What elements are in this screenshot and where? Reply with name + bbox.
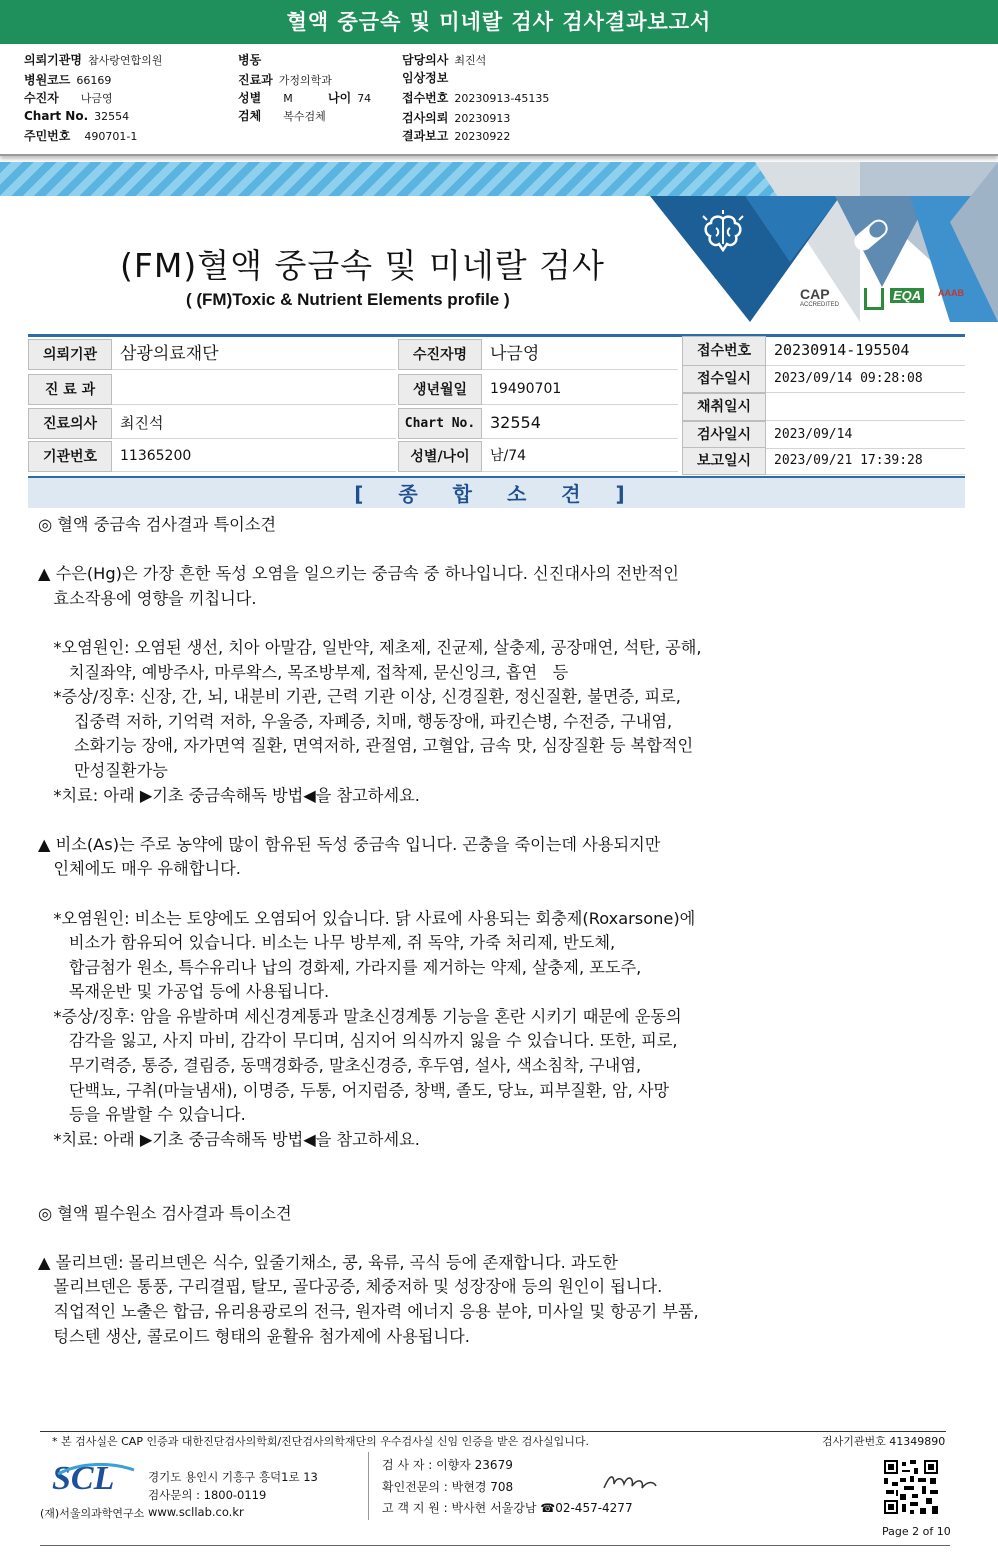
- label-reported-at: 보고일시: [682, 447, 766, 475]
- info-hospital-code: 병원코드 66169: [24, 73, 112, 87]
- summary-line: 비소가 함유되어 있습니다. 비소는 나무 방부제, 쥐 독약, 가죽 처리제, 반도체,: [38, 933, 616, 953]
- summary-line: *증상/징후: 신장, 간, 뇌, 내분비 기관, 근력 기관 이상, 신경질환, 정신질환, 불면증, 피로,: [38, 687, 681, 707]
- summary-line: 몰리브덴은 통풍, 구리결핍, 탈모, 골다공증, 체중저하 및 성장장애 등의 원인이 됩니다.: [38, 1277, 663, 1297]
- org-website[interactable]: www.scllab.co.kr: [148, 1505, 244, 1519]
- value-requesting-org: 삼광의료재단: [112, 339, 396, 370]
- org-address: 경기도 용인시 기흥구 흥덕1로 13: [148, 1470, 318, 1484]
- info-sex: 성별 M: [238, 91, 293, 105]
- info-physician: 담당의사 최진석: [402, 53, 487, 67]
- summary-line: 집중력 저하, 기억력 저하, 우울증, 자폐증, 치매, 행동장애, 파킨슨병, 수전증, 구내염,: [38, 711, 673, 731]
- lm-logo: [864, 288, 884, 310]
- summary-line: 등을 유발할 수 있습니다.: [38, 1105, 246, 1125]
- value-institution-no: 11365200: [112, 441, 396, 472]
- value-physician: 최진석: [112, 408, 396, 439]
- label-chart-no: Chart No.: [398, 408, 482, 439]
- label-birth-date: 생년월일: [398, 374, 482, 405]
- summary-line: ▲ 몰리브덴: 몰리브덴은 식수, 잎줄기채소, 콩, 육류, 곡식 등에 존재합니다. 과도한: [38, 1252, 618, 1272]
- summary-line: 소화기능 장애, 자가면역 질환, 면역저하, 관절염, 고혈압, 금속 맛, 심장질환 등 복합적인: [38, 736, 694, 756]
- value-accession-no: 20230914-195504: [766, 336, 965, 366]
- info-department: 진료과 가정의학과: [238, 73, 332, 87]
- value-department: [112, 374, 396, 405]
- summary-line: 텅스텐 생산, 콜로이드 형태의 윤활유 첨가제에 사용됩니다.: [38, 1326, 470, 1346]
- scl-logo: SCL: [52, 1460, 115, 1497]
- signature-image: [600, 1470, 660, 1496]
- value-received-at: 2023/09/14 09:28:08: [766, 365, 965, 393]
- info-requesting-org: 의뢰기관명 참사랑연합의원: [24, 53, 163, 67]
- footer-divider: [40, 1431, 946, 1432]
- summary-line: *치료: 아래 ▶기초 중금속해독 방법◀을 참고하세요.: [38, 785, 420, 805]
- inspector-info: 검 사 자 : 이향자 23679: [382, 1458, 513, 1472]
- summary-line: ◎ 혈액 중금속 검사결과 특이소견: [38, 515, 276, 534]
- summary-line: 합금첨가 원소, 특수유리나 납의 경화제, 가라지를 제거하는 약제, 살충제, 포도주,: [38, 957, 642, 977]
- info-chart-no: Chart No. 32554: [24, 109, 130, 123]
- value-reported-at: 2023/09/21 17:39:28: [766, 447, 965, 475]
- summary-line: *증상/징후: 암을 유발하며 세신경계통과 말초신경계통 기능을 혼란 시키기 때문에 운동의: [38, 1006, 682, 1026]
- info-request-date: 검사의뢰 20230913: [402, 111, 511, 125]
- scl-swoosh-icon: [56, 1462, 136, 1502]
- value-sex-age: 남/74: [482, 441, 678, 472]
- bottom-rule: [40, 1545, 950, 1546]
- summary-line: 인체에도 매우 유해합니다.: [38, 859, 241, 879]
- info-ward: 병동: [238, 53, 262, 67]
- value-tested-at: 2023/09/14: [766, 421, 965, 449]
- value-patient-name: 나금영: [482, 339, 678, 370]
- info-age: 나이 74: [328, 91, 372, 105]
- top-info-block: [0, 44, 998, 156]
- summary-line: ▲ 비소(As)는 주로 농약에 많이 함유된 독성 중금속 입니다. 곤충을 죽이는데 사용되지만: [38, 834, 661, 854]
- value-collected-at: [766, 393, 965, 421]
- summary-body: [38, 513, 958, 1349]
- summary-line: 만성질환가능: [38, 760, 168, 780]
- summary-line: ▲ 수은(Hg)은 가장 흔한 독성 오염을 일으키는 중금속 중 하나입니다. 신진대사의 전반적인: [38, 564, 679, 584]
- label-department: 진 료 과: [28, 374, 112, 405]
- label-tested-at: 검사일시: [682, 421, 766, 449]
- summary-heading: [ 종 합 소 견 ]: [28, 476, 965, 508]
- page-number: Page 2 of 10: [882, 1525, 951, 1538]
- info-specimen: 검체 복수검체: [238, 109, 326, 123]
- info-report-date: 결과보고 20230922: [402, 129, 511, 143]
- label-sex-age: 성별/나이: [398, 441, 482, 472]
- summary-line: *오염원인: 오염된 생선, 치아 아말감, 일반약, 제초제, 진균제, 살충제, 공장매연, 석탄, 공해,: [38, 637, 702, 657]
- summary-blank-line: [38, 1226, 958, 1251]
- summary-line: ◎ 혈액 필수원소 검사결과 특이소견: [38, 1203, 292, 1223]
- label-patient-name: 수진자명: [398, 339, 482, 370]
- label-received-at: 접수일시: [682, 365, 766, 393]
- value-birth-date: 19490701: [482, 374, 678, 405]
- summary-line: 효소작용에 영향을 끼칩니다.: [38, 588, 257, 608]
- summary-line: 단백뇨, 구취(마늘냄새), 이명증, 두통, 어지럼증, 창백, 졸도, 당뇨, 피부질환, 암, 사망: [38, 1080, 670, 1100]
- org-name: (재)서울의과학연구소: [40, 1507, 145, 1520]
- summary-blank-line: [38, 882, 958, 907]
- footer-agency-no: 검사기관번호 41349890: [822, 1435, 946, 1448]
- org-phone: 검사문의 : 1800-0119: [148, 1488, 267, 1502]
- label-requesting-org: 의뢰기관: [28, 339, 112, 370]
- test-subtitle: ( (FM)Toxic & Nutrient Elements profile ): [186, 290, 510, 309]
- support-info: 고 객 지 원 : 박사현 서울강남 ☎02-457-4277: [382, 1501, 633, 1515]
- value-chart-no: 32554: [482, 408, 678, 439]
- summary-line: 목재운반 및 가공업 등에 사용됩니다.: [38, 982, 330, 1002]
- label-institution-no: 기관번호: [28, 441, 112, 472]
- summary-blank-line: [38, 808, 958, 833]
- label-collected-at: 채취일시: [682, 393, 766, 421]
- accredited-label: ACCREDITED: [800, 302, 840, 308]
- label-physician: 진료의사: [28, 408, 112, 439]
- summary-line: 직업적인 노출은 합금, 유리용광로의 전극, 원자력 에너지 응용 분야, 미사일 및 항공기 부품,: [38, 1302, 699, 1321]
- summary-blank-line: [38, 1152, 958, 1177]
- summary-line: 감각을 잃고, 사지 마비, 감각이 무디며, 심지어 의식까지 잃을 수 있습니다. 또한, 피로,: [38, 1031, 678, 1051]
- info-clinical: 임상정보: [402, 71, 449, 85]
- summary-line: 무기력증, 통증, 결림증, 동맥경화증, 말초신경증, 후두염, 설사, 색소침착, 구내염,: [38, 1056, 642, 1076]
- info-resident-no: 주민번호 490701-1: [24, 129, 138, 143]
- label-accession-no: 접수번호: [682, 336, 766, 366]
- capsule-icon: [846, 210, 896, 260]
- report-banner-title: 혈액 중금속 및 미네랄 검사 검사결과보고서: [0, 0, 998, 44]
- eqa-logo: EQA: [890, 288, 924, 303]
- test-title: (FM)혈액 중금속 및 미네랄 검사: [120, 246, 605, 285]
- info-accession-no: 접수번호 20230913-45135: [402, 91, 550, 105]
- summary-blank-line: [38, 1177, 958, 1202]
- summary-blank-line: [38, 611, 958, 636]
- info-patient: 수진자 나금영: [24, 91, 113, 105]
- brain-icon: [698, 210, 748, 256]
- summary-line: *오염원인: 비소는 토양에도 오염되어 있습니다. 닭 사료에 사용되는 회충제(Roxarsone)에: [38, 908, 696, 928]
- summary-line: *치료: 아래 ▶기초 중금속해독 방법◀을 참고하세요.: [38, 1129, 420, 1149]
- cap-logo: CAP: [800, 286, 830, 302]
- qr-code-icon: [884, 1460, 938, 1514]
- header-decoration: [650, 162, 998, 322]
- footer-certification-note: * 본 검사실은 CAP 인증과 대한진단검사의학회/진단검사의학재단의 우수검사실 신임 인증을 받은 검사실입니다.: [52, 1435, 590, 1448]
- aaab-logo: AAAB: [938, 288, 964, 298]
- summary-blank-line: [38, 538, 958, 563]
- footer-vertical-divider: [368, 1452, 369, 1520]
- specialist-info: 확인전문의 : 박현경 708: [382, 1480, 514, 1494]
- summary-line: 치질좌약, 예방주사, 마루왁스, 목조방부제, 접착제, 문신잉크, 흡연 등: [38, 662, 569, 682]
